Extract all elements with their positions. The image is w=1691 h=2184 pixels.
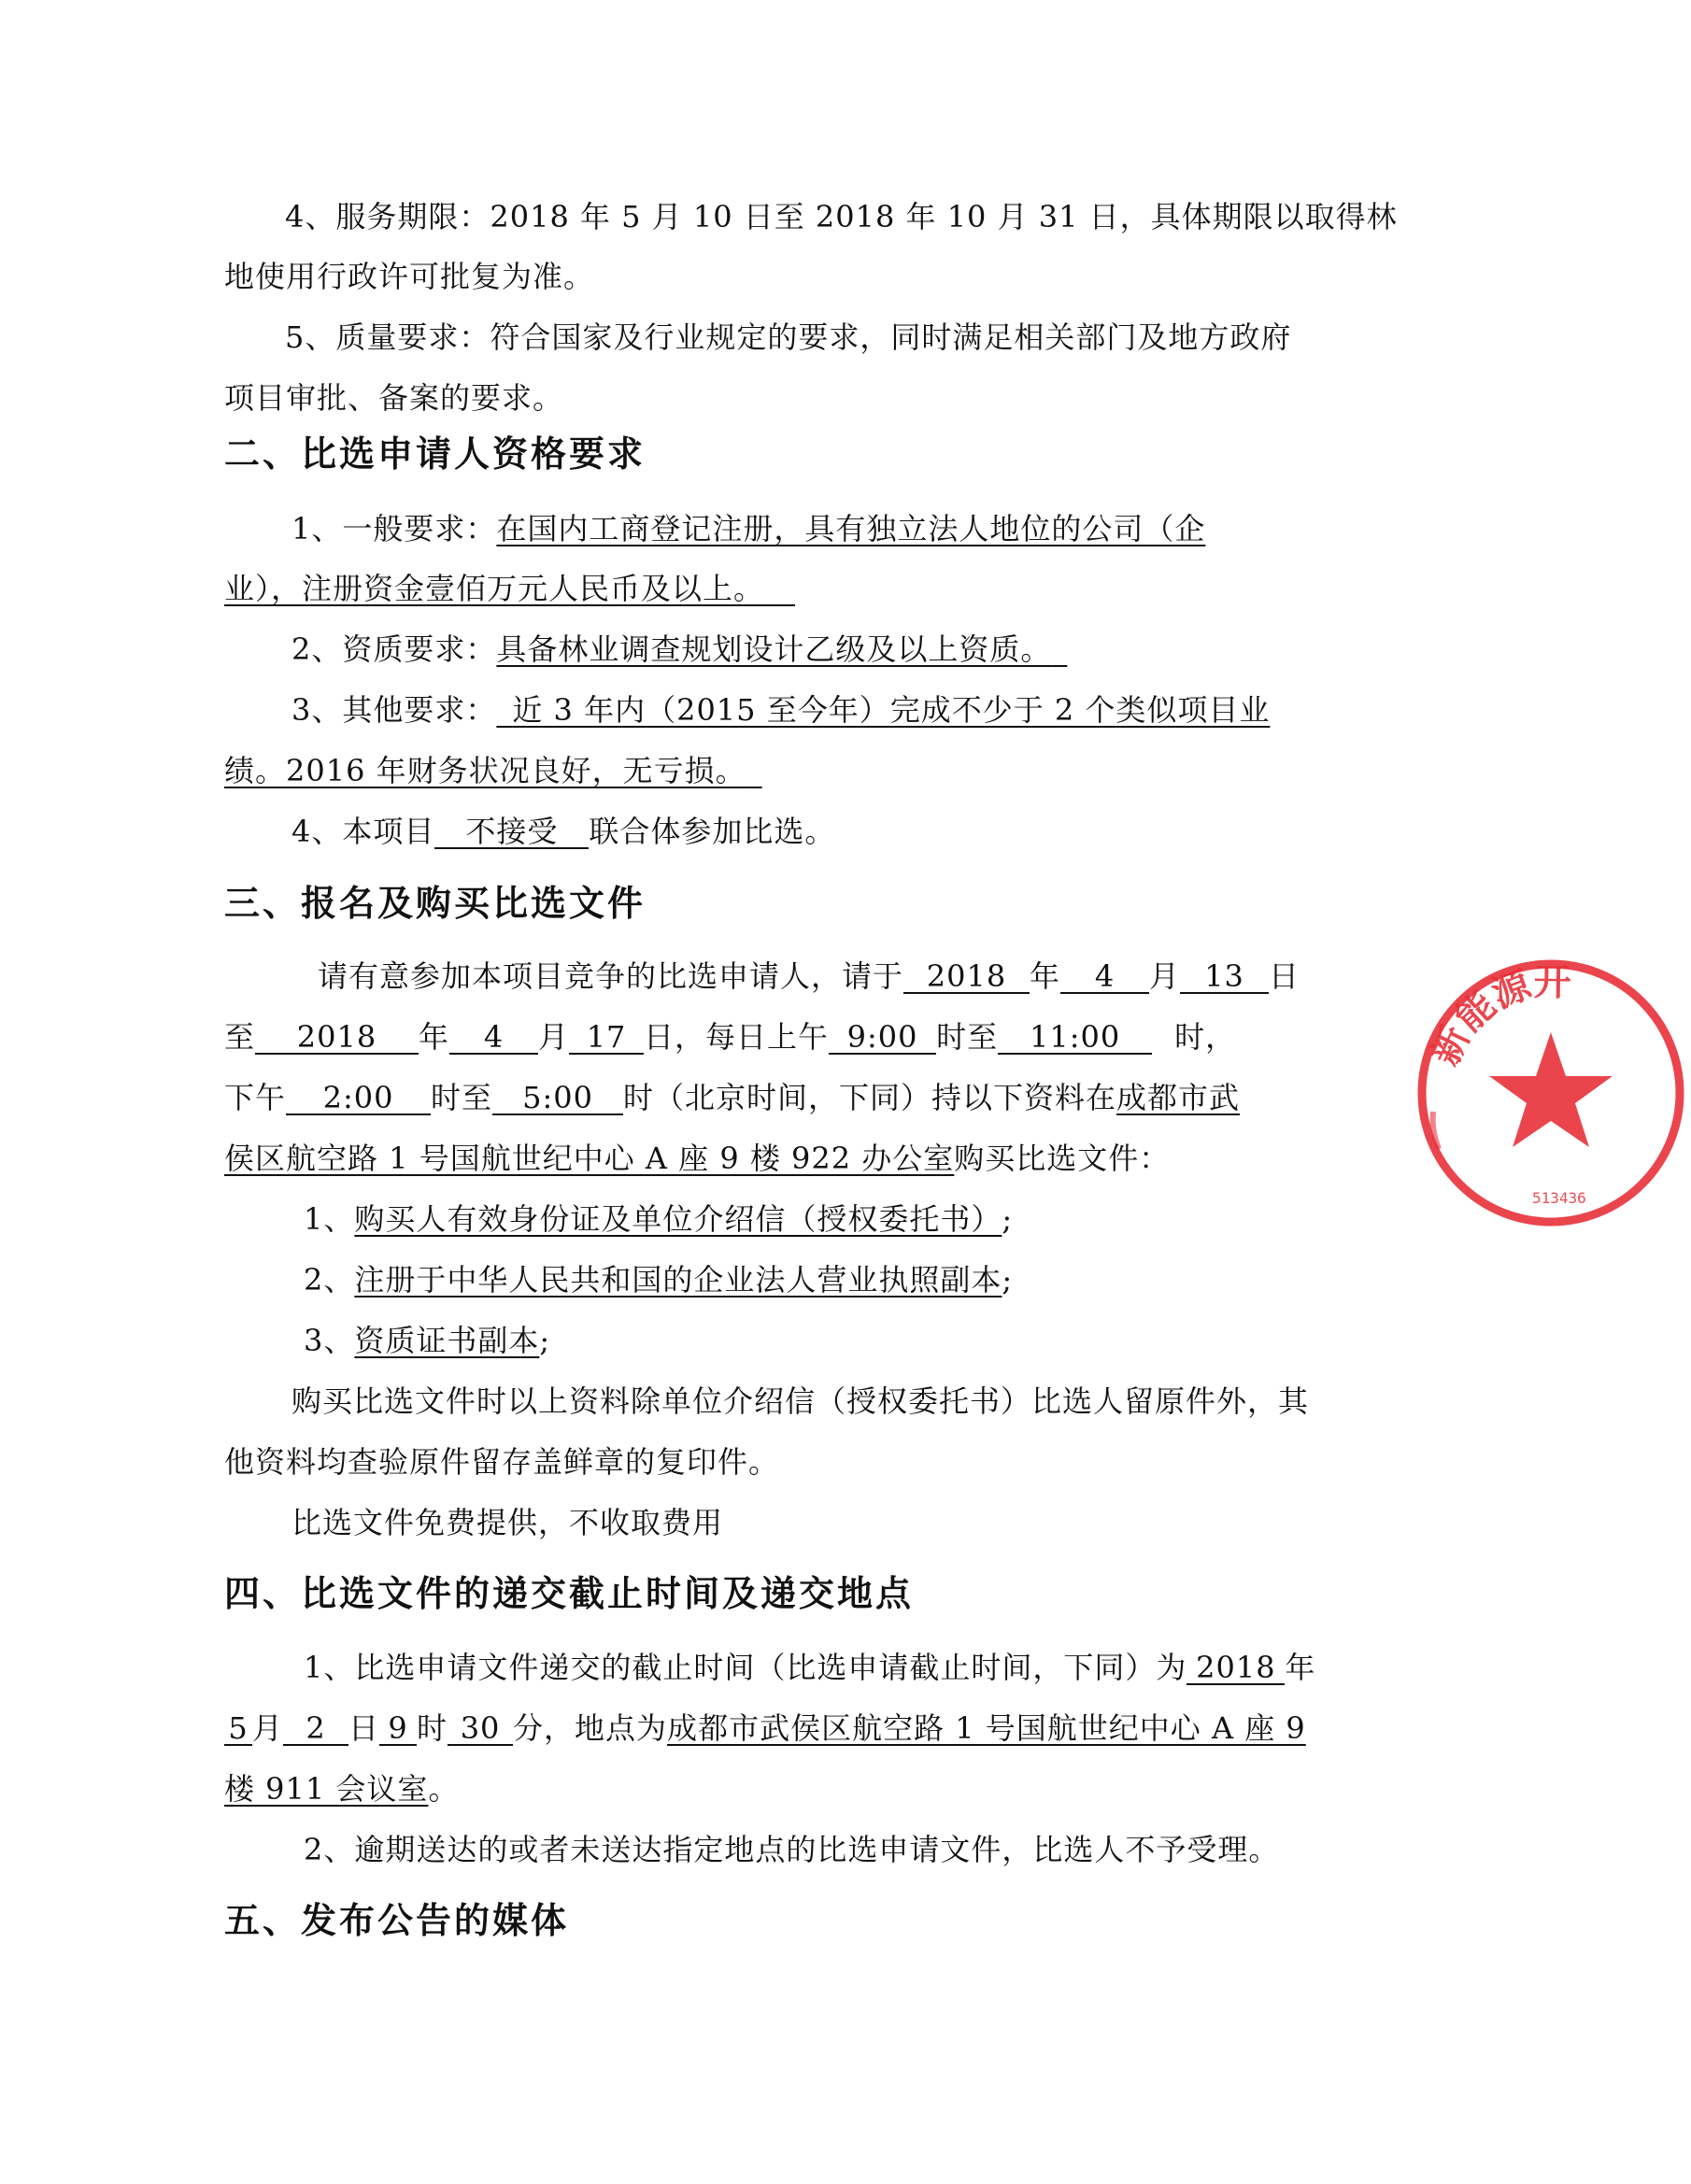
deadline-year-blank: 2018 <box>1187 1652 1285 1685</box>
word-year: 年 <box>1030 958 1061 994</box>
other-req-text-b: 绩。2016 年财务状况良好，无亏损。 <box>224 753 746 788</box>
start-year-blank: 2018 <box>903 960 1030 994</box>
consortium-blank: 不接受 <box>434 815 589 849</box>
beijing-time-text: 时（北京时间，下同）持以下资料在 <box>623 1080 1117 1115</box>
deadline-hour-blank: 9 <box>379 1712 417 1746</box>
purchase-note-line2: 他资料均查验原件留存盖鲜章的复印件。 <box>224 1444 780 1480</box>
word-year: 年 <box>419 1019 450 1055</box>
consortium-prefix: 4、本项目 <box>291 814 435 849</box>
seal-code: 513436 <box>1532 1189 1586 1207</box>
deadline-month-blank: 5 <box>224 1712 252 1746</box>
registration-line4 <box>224 1140 1170 1177</box>
section-heading-media: 五、发布公告的媒体 <box>224 1900 570 1941</box>
general-req-line1 <box>291 510 1205 547</box>
qualification-req-line <box>291 631 1067 668</box>
word-month: 月 <box>538 1019 570 1055</box>
registration-line1 <box>318 957 1300 995</box>
word-month: 月 <box>1149 958 1181 994</box>
free-note: 比选文件免费提供，不收取费用 <box>291 1505 724 1540</box>
company-seal <box>1411 953 1691 1233</box>
start-month-blank: 4 <box>1060 960 1149 994</box>
daily-am-text: 日，每日上午 <box>644 1019 830 1055</box>
late-submission-note: 2、逾期送达的或者未送达指定地点的比选申请文件，比选人不予受理。 <box>304 1832 1280 1867</box>
registration-intro: 请有意参加本项目竞争的比选申请人，请于 <box>318 958 904 994</box>
word-hour-to: 时至 <box>431 1080 493 1115</box>
quality-req-line2: 项目审批、备案的要求。 <box>224 380 564 416</box>
consortium-suffix: 联合体参加比选。 <box>589 814 836 849</box>
quality-req-line1: 5、质量要求：符合国家及行业规定的要求，同时满足相关部门及地方政府 <box>285 319 1292 355</box>
service-period-line2: 地使用行政许可批复为准。 <box>224 259 595 294</box>
deadline-minute-blank: 30 <box>448 1712 513 1746</box>
general-req-line2 <box>224 570 795 607</box>
end-day-blank: 17 <box>569 1021 644 1055</box>
word-day: 日 <box>1269 958 1300 994</box>
general-req-text-b: 业），注册资金壹佰万元人民币及以上。 <box>224 571 765 606</box>
deadline-line2: 5 月 2 日 9 时 30 分，地点为成都市武侯区航空路 1 号国航世纪中心 A 座 9 <box>224 1709 1306 1747</box>
pm-start-blank: 2:00 <box>286 1082 431 1115</box>
other-req-text-a: 近 3 年内（2015 至今年）完成不少于 2 个类似项目业 <box>512 692 1271 728</box>
deadline-intro: 1、比选申请文件递交的截止时间（比选申请截止时间，下同）为 <box>304 1650 1187 1685</box>
word-hour-to: 时至 <box>936 1019 999 1055</box>
word-hour-end: 时， <box>1174 1019 1237 1055</box>
section-heading-submission: 四、比选文件的递交截止时间及递交地点 <box>224 1573 915 1614</box>
other-req-prefix: 3、其他要求： <box>291 692 497 728</box>
deadline-day-blank: 2 <box>283 1712 348 1746</box>
qualification-req-text: 具备林业调查规划设计乙级及以上资质。 <box>496 631 1052 667</box>
end-month-blank: 4 <box>449 1021 538 1055</box>
am-start-blank: 9:00 <box>829 1021 936 1055</box>
start-day-blank: 13 <box>1180 960 1269 994</box>
seal-star-icon <box>1489 1032 1613 1147</box>
document-item-3-text: 资质证书副本 <box>354 1323 540 1358</box>
seal-text-top: 新能源开 <box>1423 960 1572 1072</box>
deadline-line1: 1、比选申请文件递交的截止时间（比选申请截止时间，下同）为 2018 年 <box>304 1650 1316 1685</box>
word-pm: 下午 <box>224 1080 287 1115</box>
pm-end-blank: 5:00 <box>492 1082 623 1115</box>
qualification-req-prefix: 2、资质要求： <box>291 631 497 667</box>
other-req-line2 <box>224 752 762 789</box>
deadline-line3: 楼 911 会议室。 <box>224 1771 460 1807</box>
registration-line3 <box>224 1079 1240 1116</box>
buy-suffix: 购买比选文件： <box>954 1141 1171 1176</box>
address-a: 成都市武 <box>1116 1080 1241 1115</box>
end-year-blank: 2018 <box>255 1021 419 1055</box>
am-end-blank: 11:00 <box>998 1021 1152 1055</box>
section-heading-registration: 三、报名及购买比选文件 <box>224 883 647 924</box>
address-b: 侯区航空路 1 号国航世纪中心 A 座 9 楼 922 办公室 <box>224 1141 955 1176</box>
document-item-1: 1、购买人有效身份证及单位介绍信（授权委托书）; <box>304 1201 1014 1237</box>
registration-line2 <box>224 1018 1236 1056</box>
document-item-2: 2、注册于中华人民共和国的企业法人营业执照副本; <box>304 1262 1014 1298</box>
document-item-2-text: 注册于中华人民共和国的企业法人营业执照副本 <box>354 1262 1002 1298</box>
document-item-1-text: 购买人有效身份证及单位介绍信（授权委托书） <box>354 1201 1002 1237</box>
consortium-line <box>291 813 835 850</box>
section-heading-qualification: 二、比选申请人资格要求 <box>224 433 647 475</box>
venue-a: 成都市武侯区航空路 1 号国航世纪中心 A 座 9 <box>667 1710 1306 1746</box>
other-req-line1 <box>291 691 1270 729</box>
general-req-text-a: 在国内工商登记注册，具有独立法人地位的公司（企 <box>496 511 1206 546</box>
purchase-note-line1: 购买比选文件时以上资料除单位介绍信（授权委托书）比选人留原件外，其 <box>291 1383 1310 1419</box>
document-item-3: 3、资质证书副本; <box>304 1323 551 1358</box>
venue-b: 楼 911 会议室 <box>224 1771 429 1807</box>
general-req-prefix: 1、一般要求： <box>291 511 497 546</box>
word-to: 至 <box>224 1019 256 1055</box>
service-period-line1: 4、服务期限：2018 年 5 月 10 日至 2018 年 10 月 31 日，具体期限以取得林 <box>285 199 1398 234</box>
